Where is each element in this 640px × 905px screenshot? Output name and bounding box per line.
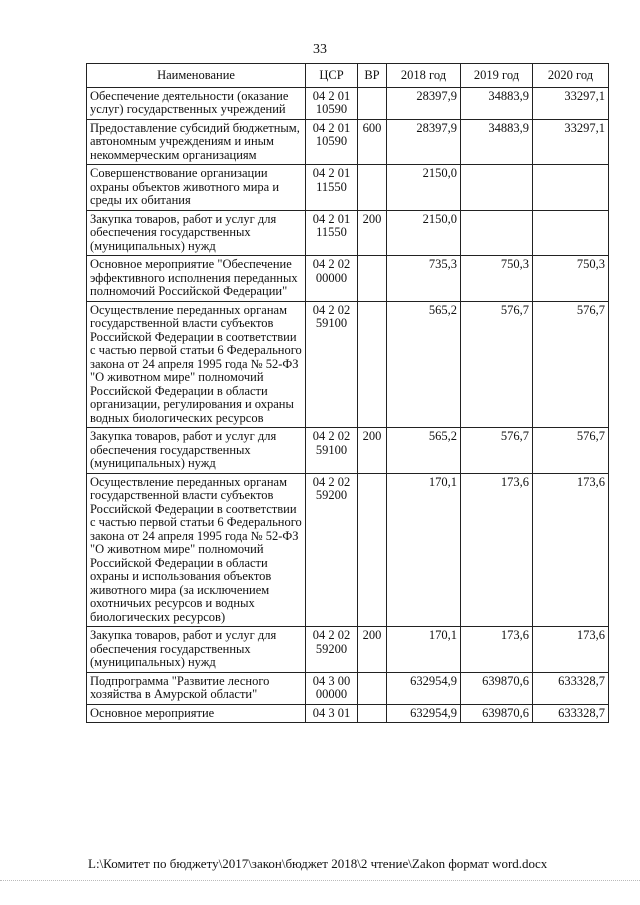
row-2019: 639870,6	[461, 704, 533, 723]
row-2018: 2150,0	[387, 165, 461, 211]
row-2018: 735,3	[387, 256, 461, 302]
header-vr: ВР	[358, 64, 387, 88]
row-2020: 633328,7	[533, 704, 609, 723]
row-name: Предоставление субсидий бюджетным, автономным учреждениям и иным некоммерческим организациям	[87, 119, 306, 165]
row-vr	[358, 87, 387, 119]
row-2020: 173,6	[533, 473, 609, 627]
row-vr	[358, 165, 387, 211]
row-vr	[358, 672, 387, 704]
row-code: 04 2 02 59200	[306, 473, 358, 627]
row-2019: 750,3	[461, 256, 533, 302]
row-2018: 632954,9	[387, 704, 461, 723]
row-2018: 565,2	[387, 301, 461, 428]
bottom-dotted-line	[0, 880, 640, 882]
header-2019: 2019 год	[461, 64, 533, 88]
row-name: Подпрограмма "Развитие лесного хозяйства в Амурской области"	[87, 672, 306, 704]
table-row	[87, 704, 609, 723]
row-vr	[358, 256, 387, 302]
row-vr	[358, 704, 387, 723]
row-2019: 173,6	[461, 627, 533, 673]
row-2018: 632954,9	[387, 672, 461, 704]
row-code: 04 2 01 10590	[306, 119, 358, 165]
row-2020: 576,7	[533, 301, 609, 428]
row-code: 04 2 01 10590	[306, 87, 358, 119]
table-row	[87, 119, 609, 165]
row-2019: 639870,6	[461, 672, 533, 704]
row-code: 04 2 01 11550	[306, 210, 358, 256]
row-vr: 600	[358, 119, 387, 165]
table-header-row	[87, 64, 609, 88]
table-row	[87, 165, 609, 211]
row-code: 04 2 02 59100	[306, 301, 358, 428]
row-name: Осуществление переданных органам государственной власти субъектов Российской Федерации в соответствии с частью первой статьи 6 Федерального закона от 24 апреля 1995 года № 52-ФЗ "О животном мире" полномочий Российской Федерации в области охраны и использования объектов животного мира (за исключением охотничьих ресурсов и водных биологических ресурсов)	[87, 473, 306, 627]
row-code: 04 2 02 59200	[306, 627, 358, 673]
row-2019: 173,6	[461, 473, 533, 627]
table-row	[87, 301, 609, 428]
header-name: Наименование	[87, 64, 306, 88]
row-vr	[358, 473, 387, 627]
row-2020	[533, 210, 609, 256]
row-code: 04 2 02 00000	[306, 256, 358, 302]
row-name: Закупка товаров, работ и услуг для обеспечения государственных (муниципальных) нужд	[87, 428, 306, 474]
row-2018: 28397,9	[387, 87, 461, 119]
row-vr: 200	[358, 210, 387, 256]
table-row	[87, 87, 609, 119]
row-2018: 170,1	[387, 627, 461, 673]
row-2020: 750,3	[533, 256, 609, 302]
page-number: 33	[313, 42, 327, 57]
row-code: 04 3 00 00000	[306, 672, 358, 704]
row-2018: 2150,0	[387, 210, 461, 256]
row-name: Основное мероприятие "Обеспечение эффективного исполнения переданных полномочий Российской Федерации"	[87, 256, 306, 302]
row-2018: 170,1	[387, 473, 461, 627]
row-2020	[533, 165, 609, 211]
file-path-footer: L:\Комитет по бюджету\2017\закон\бюджет 2018\2 чтение\Zakon формат word.docx	[88, 856, 548, 871]
header-2018: 2018 год	[387, 64, 461, 88]
row-2018: 28397,9	[387, 119, 461, 165]
row-2019: 34883,9	[461, 87, 533, 119]
table-row	[87, 672, 609, 704]
row-vr	[358, 301, 387, 428]
row-2020: 576,7	[533, 428, 609, 474]
row-vr: 200	[358, 627, 387, 673]
row-name: Совершенствование организации охраны объектов животного мира и среды их обитания	[87, 165, 306, 211]
row-name: Основное мероприятие	[87, 704, 306, 723]
row-code: 04 2 02 59100	[306, 428, 358, 474]
row-2019	[461, 210, 533, 256]
row-2019: 34883,9	[461, 119, 533, 165]
row-name: Закупка товаров, работ и услуг для обеспечения государственных (муниципальных) нужд	[87, 627, 306, 673]
row-2019	[461, 165, 533, 211]
row-2020: 33297,1	[533, 87, 609, 119]
row-2018: 565,2	[387, 428, 461, 474]
row-2019: 576,7	[461, 428, 533, 474]
row-2020: 173,6	[533, 627, 609, 673]
table-row	[87, 428, 609, 474]
row-2019: 576,7	[461, 301, 533, 428]
row-name: Закупка товаров, работ и услуг для обеспечения государственных (муниципальных) нужд	[87, 210, 306, 256]
row-name: Обеспечение деятельности (оказание услуг) государственных учреждений	[87, 87, 306, 119]
table-row	[87, 210, 609, 256]
row-code: 04 2 01 11550	[306, 165, 358, 211]
header-code: ЦСР	[306, 64, 358, 88]
table-row	[87, 256, 609, 302]
row-code: 04 3 01	[306, 704, 358, 723]
table-row	[87, 627, 609, 673]
row-2020: 33297,1	[533, 119, 609, 165]
row-vr: 200	[358, 428, 387, 474]
row-name: Осуществление переданных органам государственной власти субъектов Российской Федерации в соответствии с частью первой статьи 6 Федерального закона от 24 апреля 1995 года № 52-ФЗ "О животном мире" полномочий Российской Федерации в области организации, регулирования и охраны водных биологических ресурсов	[87, 301, 306, 428]
row-2020: 633328,7	[533, 672, 609, 704]
header-2020: 2020 год	[533, 64, 609, 88]
table-row	[87, 473, 609, 627]
budget-table	[86, 63, 609, 723]
